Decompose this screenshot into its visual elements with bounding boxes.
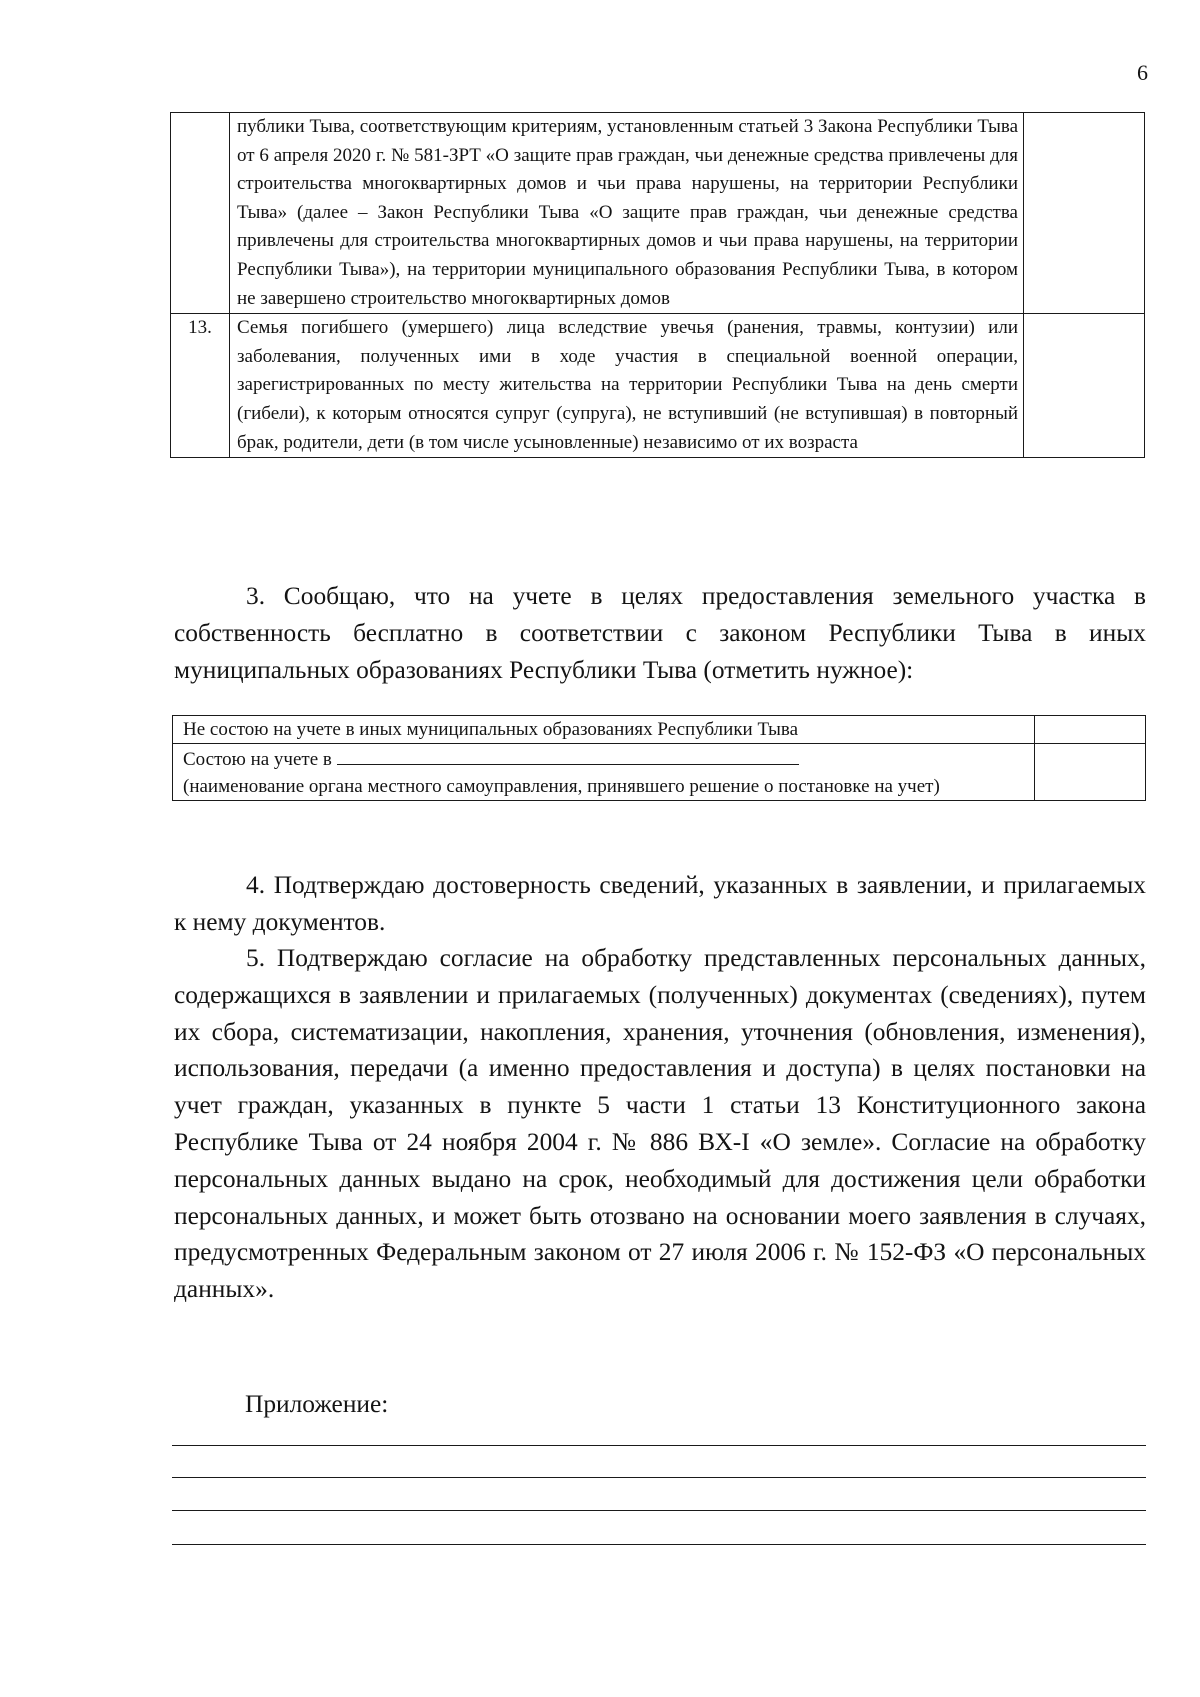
table-row bbox=[171, 113, 1145, 314]
row-text: Семья погибшего (умершего) лица вследствие увечья (ранения, травмы, контузии) или заболевания, полученных ими в ходе участия в специальной военной операции, зарегистрированных по месту жительства на территории Республики Тыва на день смерти (гибели), к которым относятся супруг (супруга), не вступивший (не вступившая) в повторный брак, родители, дети (в том числе усыновленные) независимо от их возраста bbox=[230, 314, 1024, 458]
page-number: 6 bbox=[1137, 60, 1148, 85]
option-registered bbox=[173, 744, 1035, 801]
table-row bbox=[173, 744, 1146, 801]
paragraph-5 bbox=[174, 940, 1146, 1308]
option-not-registered-checkbox[interactable] bbox=[1035, 716, 1146, 744]
row-checkbox-cell[interactable] bbox=[1024, 113, 1145, 314]
attachment-line[interactable] bbox=[172, 1477, 1146, 1478]
option-not-registered: Не состою на учете в иных муниципальных образованиях Республики Тыва bbox=[173, 716, 1035, 744]
table-row bbox=[171, 314, 1145, 458]
paragraph-3-text: 3. Сообщаю, что на учете в целях предоставления земельного участка в собственность бесплатно в соответствии с законом Республики Тыва в иных муниципальных образованиях Республики Тыва (отметить нужное): bbox=[174, 582, 1146, 684]
option-registered-hint: (наименование органа местного самоуправления, принявшего решение о постановке на учет) bbox=[183, 776, 940, 797]
attachment-line[interactable] bbox=[172, 1544, 1146, 1545]
row-number bbox=[171, 113, 230, 314]
row-checkbox-cell[interactable] bbox=[1024, 314, 1145, 458]
authority-name-field[interactable] bbox=[337, 744, 799, 765]
paragraph-4 bbox=[174, 867, 1146, 941]
attachment-line[interactable] bbox=[172, 1510, 1146, 1511]
option-registered-checkbox[interactable] bbox=[1035, 744, 1146, 801]
row-number: 13. bbox=[171, 314, 230, 458]
paragraph-5-text: 5. Подтверждаю согласие на обработку представленных персональных данных, содержащихся в заявлении и прилагаемых (полученных) документах (сведениях), путем их сбора, систематизации, накопления, хранения, уточнения (обновления, изменения), использования, передачи (а именно предоставления и доступа) в целях постановки на учет граждан, указанных в пункте 5 части 1 статьи 13 Конституционного закона Республике Тыва от 24 ноября 2004 г. № 886 ВХ-I «О земле». Согласие на обработку персональных данных выдано на срок, необходимый для достижения цели обработки персональных данных, и может быть отозвано на основании моего заявления в случаях, предусмотренных Федеральным законом от 27 июля 2006 г. № 152-ФЗ «О персональных данных». bbox=[174, 944, 1146, 1304]
attachment-line[interactable] bbox=[172, 1445, 1146, 1446]
row-text: публики Тыва, соответствующим критериям, установленным статьей 3 Закона Республики Тыва от 6 апреля 2020 г. № 581-ЗРТ «О защите прав граждан, чьи денежные средства привлечены для строительства многоквартирных домов и чьи права нарушены, на территории Республики Тыва» (далее – Закон Республики Тыва «О защите прав граждан, чьи денежные средства привлечены для строительства многоквартирных домов и чьи права нарушены, на территории Республики Тыва»), на территории муниципального образования Республики Тыва, в котором не завершено строительство многоквартирных домов bbox=[230, 113, 1024, 314]
table-row bbox=[173, 716, 1146, 744]
paragraph-4-text: 4. Подтверждаю достоверность сведений, указанных в заявлении, и прилагаемых к нему документов. bbox=[174, 871, 1146, 936]
option-registered-label: Состою на учете в bbox=[183, 749, 332, 770]
registration-table bbox=[172, 715, 1146, 801]
paragraph-3 bbox=[174, 578, 1146, 688]
attachments-label: Приложение: bbox=[245, 1390, 389, 1418]
categories-table bbox=[170, 112, 1145, 458]
